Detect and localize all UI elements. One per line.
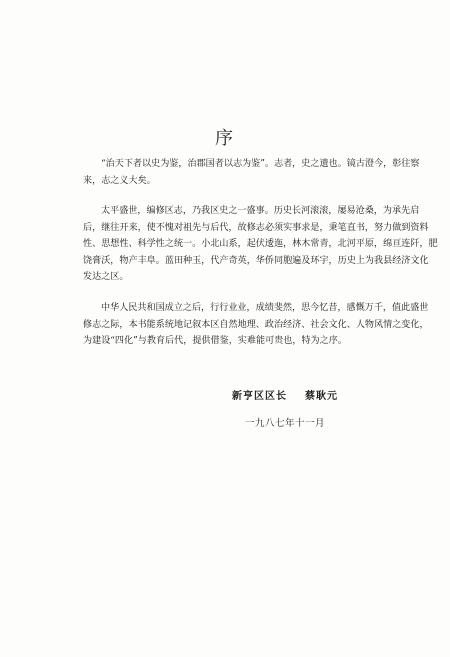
paragraph-line: “治天下者以史为鉴，治郡国者以志为鉴”。志者，史之遗也。镜古澄今，彰往察 <box>101 159 420 169</box>
paragraph-line: 性、思想性、科学性之统一。小北山系，起伏逶迤，林木常青，北河平原，绵亘连阡，肥 <box>83 239 438 250</box>
paragraph-line: 中华人民共和国成立之后，行行业业，成绩斐然，思今忆昔，感慨万千，值此盛世 <box>101 303 429 313</box>
paragraph-line: 为建设“四化”与教育后代，提供借鉴，实难能可贵也，特为之序。 <box>83 336 347 347</box>
paragraph-line: 来，志之义大矣。 <box>83 175 156 186</box>
page-title: 序 <box>215 128 235 149</box>
paragraph-line: 后，继往开来，使不愧对祖先与后代，故修志必须实事求是，秉笔直书，努力做到资料 <box>83 222 429 233</box>
paragraph-2 <box>83 203 438 286</box>
paragraph-1 <box>83 156 420 189</box>
signatory-title: 新亨区区长 <box>232 391 287 402</box>
paragraph-3 <box>83 300 429 350</box>
signature-line <box>232 387 338 402</box>
signatory-name: 蔡耿元 <box>305 391 338 402</box>
paragraph-line: 饶膏沃，物产丰阜。蓝田种玉，代产奇英，华侨同胞遍及环宇，历史上为我县经济文化 <box>83 255 429 266</box>
paragraph-line: 太平盛世，编修区志，乃我区史之一盛事。历史长河滚滚，屡易沧桑，为承先启 <box>101 206 420 216</box>
date-line: 一九八七年十一月 <box>245 418 326 429</box>
paragraph-line: 发达之区。 <box>83 272 129 283</box>
paragraph-line: 修志之际，本书能系统地记叙本区自然地理、政治经济、社会文化、人物风情之变化， <box>83 319 429 330</box>
